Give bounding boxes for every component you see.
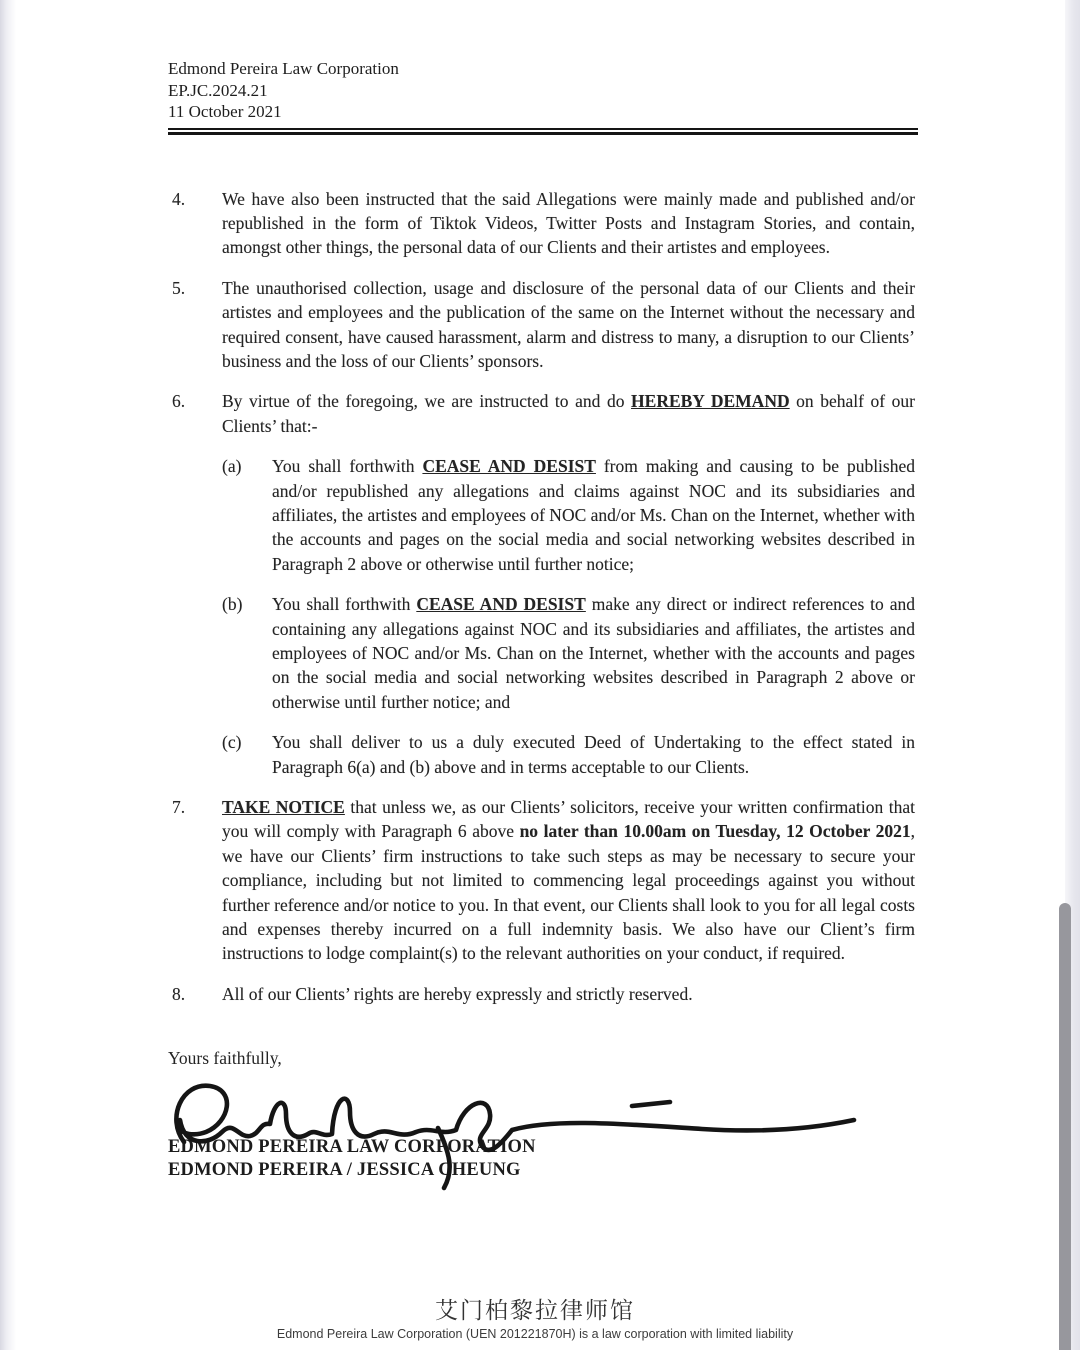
- paragraph-text: We have also been instructed that the said Allegations were mainly made and published and/or republished in the form of Tiktok Videos, Twitter Posts and Instagram Stories, and contain, amongst other things, the personal data of our Clients and their artistes and employees.: [222, 188, 915, 258]
- paragraph-marker: 5.: [172, 277, 186, 298]
- signature-firm-line: EDMOND PEREIRA LAW CORPORATION: [168, 1137, 536, 1158]
- paragraph-c: [222, 730, 915, 779]
- paragraph-marker: (b): [222, 594, 243, 615]
- letter-date: 11 October 2021: [168, 102, 282, 121]
- paragraph-marker: 7.: [172, 797, 186, 818]
- header-rule: [168, 128, 918, 135]
- footer-disclaimer: Edmond Pereira Law Corporation (UEN 201221870H) is a law corporation with limited liability: [276, 1327, 794, 1341]
- paragraph-text: You shall forthwith CEASE AND DESIST make any direct or indirect references to and containing any allegations against NOC and its subsidiaries and affiliates, the artistes and employees of NOC and/or Ms. Chan on the Internet, whether with the accounts and pages on the social media and social networking websites described in Paragraph 2 above or otherwise until further notice; and: [272, 594, 915, 712]
- paragraph-5: [172, 276, 915, 374]
- paragraph-a: [222, 454, 915, 576]
- paragraph-text: You shall forthwith CEASE AND DESIST from making and causing to be published and/or republished any allegations and claims against NOC and its subsidiaries and affiliates, the artistes and employees of NOC and/or Ms. Chan on the Internet, whether with the accounts and pages on the social media and social networking websites described in Paragraph 2 above or otherwise until further notice;: [272, 456, 915, 574]
- paragraph-6: [172, 389, 915, 438]
- footer-chinese-name: 艾门柏黎拉律师馆: [435, 1297, 635, 1323]
- paragraph-marker: 4.: [172, 188, 186, 209]
- paragraph-text: All of our Clients’ rights are hereby expressly and strictly reserved.: [222, 983, 693, 1004]
- paragraph-text: The unauthorised collection, usage and disclosure of the personal data of our Clients and their artistes and employees and the publication of the same on the Internet without the necessary and required consent, have caused harassment, alarm and distress to many, a disruption to our Clients’ business and the loss of our Clients’ sponsors.: [222, 277, 915, 371]
- signatories-line: EDMOND PEREIRA / JESSICA CHEUNG: [168, 1159, 521, 1180]
- paragraph-b: [222, 592, 915, 714]
- paragraph-7: [172, 795, 915, 966]
- scrollbar-thumb[interactable]: [1059, 903, 1071, 1350]
- paragraph-text: You shall deliver to us a duly executed Deed of Undertaking to the effect stated in Paragraph 6(a) and (b) above and in terms acceptable to our Clients.: [272, 732, 915, 777]
- signature-scrawl-icon: [154, 1066, 894, 1196]
- paragraph-text: TAKE NOTICE that unless we, as our Clients’ solicitors, receive your written confirmation that you will comply with Paragraph 6 above no later than 10.00am on Tuesday, 12 October 2021, we have our Clients’ firm instructions to take such steps as may be necessary to secure your compliance, including but not limited to commencing legal proceedings against you without further reference and/or notice to you. In that event, our Clients shall look to you for all legal costs and expenses thereby incurred on a full indemnity basis. We also have our Client’s firm instructions to lodge complaint(s) to the relevant authorities on your conduct, if required.: [222, 797, 915, 964]
- letterhead: [168, 58, 1080, 123]
- paragraph-8: [172, 982, 915, 1006]
- paragraph-marker: (c): [222, 732, 242, 753]
- page-footer: [90, 1296, 980, 1342]
- signature-block: [168, 1070, 1080, 1136]
- paragraph-marker: 8.: [172, 983, 186, 1004]
- valediction: Yours faithfully,: [168, 1048, 282, 1069]
- paragraph-marker: 6.: [172, 391, 186, 412]
- left-edge-shadow: [0, 0, 16, 1350]
- paragraph-marker: (a): [222, 456, 242, 477]
- paragraph-text: By virtue of the foregoing, we are instructed to and do HEREBY DEMAND on behalf of our Clients’ that:-: [222, 391, 916, 436]
- paragraph-4: [172, 187, 915, 260]
- paragraph-list: [0, 187, 1080, 1007]
- reference-number: EP.JC.2024.21: [168, 80, 268, 100]
- firm-name: Edmond Pereira Law Corporation: [168, 59, 399, 78]
